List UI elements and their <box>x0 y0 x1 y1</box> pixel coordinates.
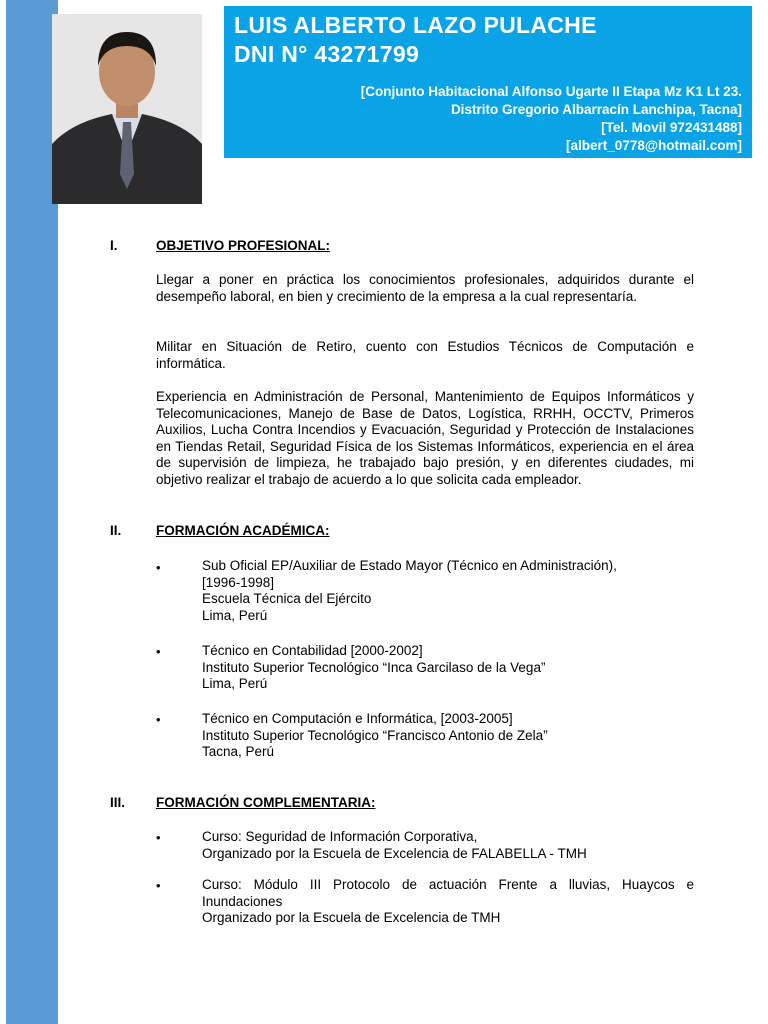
contact-address-line1: [Conjunto Habitacional Alfonso Ugarte II Etapa Mz K1 Lt 23. <box>360 84 742 99</box>
bullet: • <box>156 712 161 727</box>
item-line: Organizado por la Escuela de Excelencia de FALABELLA - TMH <box>202 845 587 861</box>
objetivo-paragraph: Experiencia en Administración de Personal, Mantenimiento de Equipos Informáticos y Telecomunicaciones, Manejo de Base de Datos, Logística, RRHH, OCCTV, Primeros Auxilios, Lucha Contra Incendios y Evacuación, Seguridad y Protección de Instalaciones en Tiendas Retail, Seguridad Física de los Sistemas Informáticos, experiencia en el área de supervisión de limpieza, he trabajado bajo presión, y en diferentes ciudades, mi objetivo realizar el trabajo de acuerdo a lo que solicita cada empleador. <box>156 389 694 487</box>
item-line: Lima, Perú <box>202 676 268 691</box>
item-line: Instituto Superior Tecnológico “Francisco Antonio de Zela” <box>202 727 548 743</box>
bullet: • <box>156 878 161 893</box>
candidate-name: LUIS ALBERTO LAZO PULACHE <box>234 12 597 38</box>
contact-block <box>361 83 742 155</box>
item-line: [1996-1998] <box>202 574 275 590</box>
left-sidebar-stripe <box>0 0 58 1024</box>
item-line: Curso: Módulo III Protocolo de actuación Frente a lluvias, Huaycos e Inundaciones <box>202 877 694 909</box>
item-line: Técnico en Computación e Informática, [2003-2005] <box>202 711 513 726</box>
list-item <box>202 643 694 693</box>
list-item <box>202 829 694 862</box>
objetivo-paragraph: Llegar a poner en práctica los conocimientos profesionales, adquiridos durante el desempeño laboral, en bien y crecimiento de la empresa a la cual representaría. <box>156 272 694 304</box>
bullet: • <box>156 830 161 845</box>
list-item <box>202 877 694 927</box>
bullet: • <box>156 560 161 575</box>
contact-email: [albert_0778@hotmail.com] <box>566 138 742 153</box>
item-line: Escuela Técnica del Ejército <box>202 591 372 606</box>
item-line: Instituto Superior Tecnológico “Inca Garcilaso de la Vega” <box>202 659 546 675</box>
section-title-complementaria: FORMACIÓN COMPLEMENTARIA: <box>156 795 376 810</box>
list-item <box>202 558 694 624</box>
section-number: I. <box>110 238 118 253</box>
item-line: Lima, Perú <box>202 607 268 623</box>
item-line: Curso: Seguridad de Información Corporativa, <box>202 829 478 844</box>
profile-photo <box>52 14 202 204</box>
item-line: Técnico en Contabilidad [2000-2002] <box>202 643 423 658</box>
sidebar-bar <box>6 0 58 1024</box>
item-line: Sub Oficial EP/Auxiliar de Estado Mayor (Técnico en Administración), <box>202 558 617 573</box>
contact-phone: [Tel. Movil 972431488] <box>601 120 742 135</box>
objetivo-paragraph: Militar en Situación de Retiro, cuento con Estudios Técnicos de Computación e informática. <box>156 339 694 371</box>
section-number: II. <box>110 523 122 538</box>
bullet: • <box>156 644 161 659</box>
contact-address-line2: Distrito Gregorio Albarracín Lanchipa, Tacna] <box>450 102 742 117</box>
header-banner <box>224 6 752 158</box>
item-line: Tacna, Perú <box>202 744 275 759</box>
candidate-dni: DNI N° 43271799 <box>234 41 420 67</box>
section-title-objetivo: OBJETIVO PROFESIONAL: <box>156 238 331 253</box>
item-line: Organizado por la Escuela de Excelencia de TMH <box>202 910 501 925</box>
section-number: III. <box>110 795 126 810</box>
list-item <box>202 711 694 761</box>
section-title-academica: FORMACIÓN ACADÉMICA: <box>156 523 330 538</box>
